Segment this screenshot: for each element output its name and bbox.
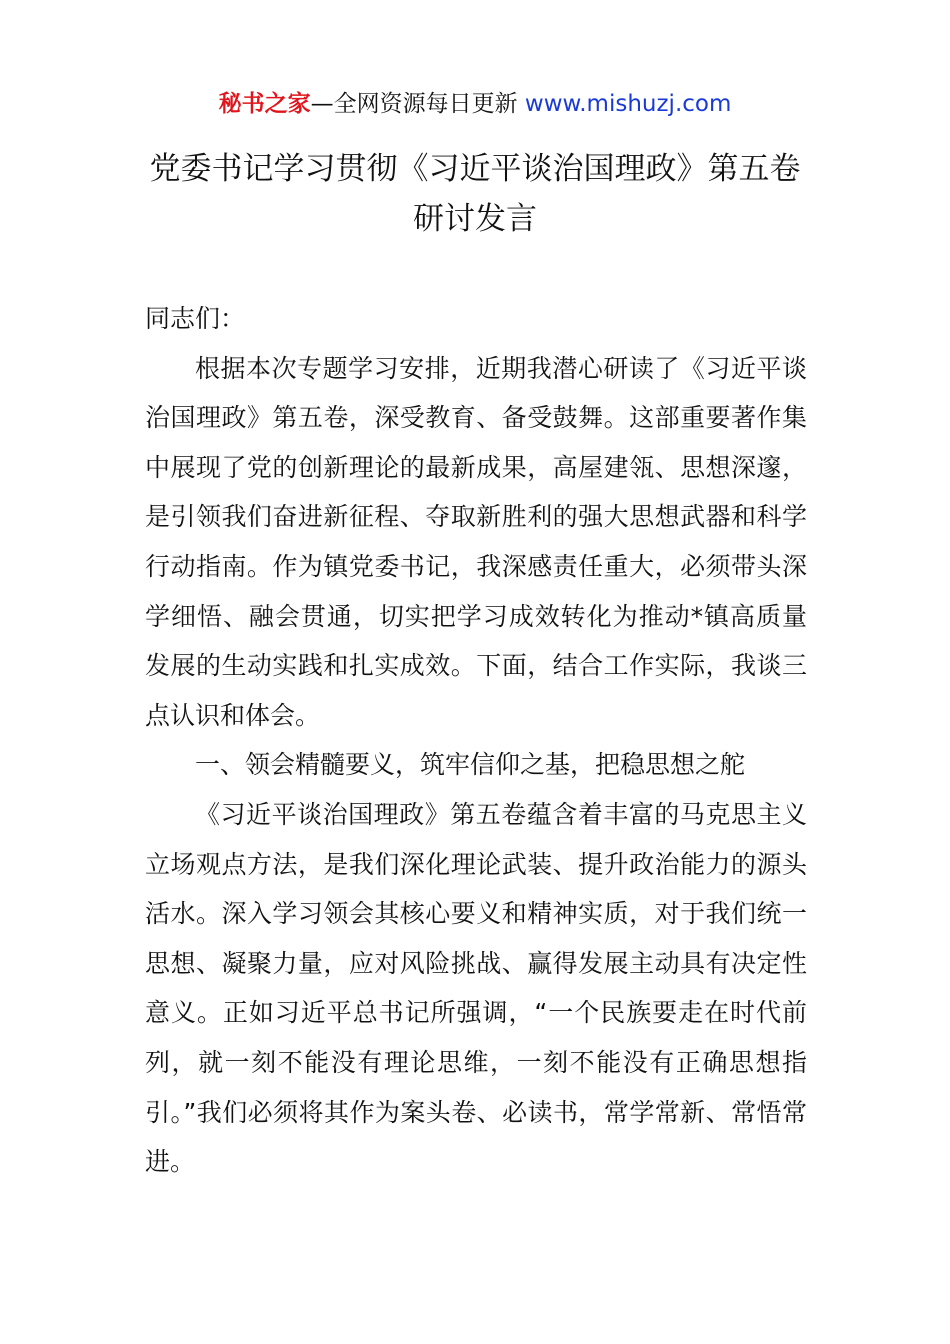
site-tagline: —全网资源每日更新 bbox=[310, 91, 525, 117]
document-title: 党委书记学习贯彻《习近平谈治国理政》第五卷研讨发言 bbox=[149, 151, 801, 237]
site-url-link[interactable]: www.mishuzj.com bbox=[524, 91, 732, 117]
site-header bbox=[0, 86, 950, 122]
body-paragraph: 根据本次专题学习安排，近期我潜心研读了《习近平谈治国理政》第五卷，深受教育、备受鼓舞。这部重要著作集中展现了党的创新理论的最新成果，高屋建瓴、思想深邃，是引领我们奋进新征程、夺取新胜利的强大思想武器和科学行动指南。作为镇党委书记，我深感责任重大，必须带头深学细悟、融会贯通，切实把学习成效转化为推动*镇高质量发展的生动实践和扎实成效。下面，结合工作实际，我谈三点认识和体会。 bbox=[145, 353, 807, 730]
salutation: 同志们： bbox=[145, 304, 246, 333]
site-brand: 秘书之家 bbox=[218, 91, 311, 117]
section-paragraph: 《习近平谈治国理政》第五卷蕴含着丰富的马克思主义立场观点方法，是我们深化理论武装、提升政治能力的源头活水。深入学习领会其核心要义和精神实质，对于我们统一思想、凝聚力量，应对风险挑战、赢得发展主动具有决定性意义。正如习近平总书记所强调，“一个民族要走在时代前列，就一刻不能没有理论思维，一刻不能没有正确思想指引。”我们必须将其作为案头卷、必读书，常学常新、常悟常进。 bbox=[145, 799, 807, 1177]
section-heading: 一、领会精髓要义，筑牢信仰之基，把稳思想之舵 bbox=[195, 750, 746, 780]
document-body bbox=[145, 294, 807, 1187]
